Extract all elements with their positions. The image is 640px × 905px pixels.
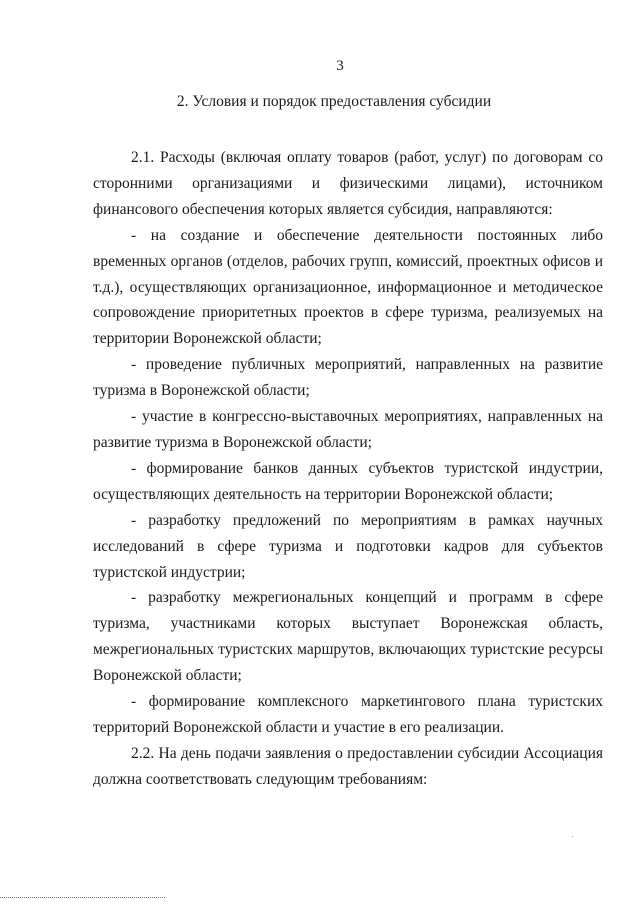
footer-rule: [0, 897, 165, 898]
list-item-databanks: - формирование банков данных субъектов туристской индустрии, осуществляющих деятельность на территории Воронежской области;: [93, 459, 603, 503]
scan-speck: [572, 836, 573, 837]
list-item-marketing-plan: - формирование комплексного маркетингового плана туристских территорий Воронежской области и участие в его реализации.: [93, 693, 603, 736]
section-title: 2. Условия и порядок предоставления субсидии: [176, 93, 492, 110]
list-item-bodies-creation: - на создание и обеспечение деятельности постоянных либо временных органов (отделов, рабочих групп, комиссий, проектных офисов и т.д.), осуществляющих организационное, информационное и методическое сопровождение приоритетных проектов в сфере туризма, реализуемых на территории Воронежской области;: [93, 226, 603, 348]
list-item-research-proposals: - разработку предложений по мероприятиям в рамках научных исследований в сфере туризма и подготовки кадров для субъектов туристской индустрии;: [93, 511, 603, 581]
list-item-exhibitions: - участие в конгрессно-выставочных мероприятиях, направленных на развитие туризма в Воронежской области;: [93, 408, 603, 451]
document-body: [93, 145, 603, 793]
page-number: 3: [336, 58, 344, 74]
list-item-public-events: - проведение публичных мероприятий, направленных на развитие туризма в Воронежской области;: [93, 356, 603, 400]
paragraph-2-1: 2.1. Расходы (включая оплату товаров (работ, услуг) по договорам со сторонними организациями и физическими лицами), источником финансового обеспечения которых является субсидия, направляются:: [93, 149, 603, 218]
paragraph-2-2: 2.2. На день подачи заявления о предоставлении субсидии Ассоциация должна соответствовать следующим требованиям:: [93, 744, 603, 788]
list-item-interregional-concepts: - разработку межрегиональных концепций и программ в сфере туризма, участниками которых выступает Воронежская область, межрегиональных туристских маршрутов, включающих туристские ресурсы Воронежской области;: [93, 589, 603, 685]
